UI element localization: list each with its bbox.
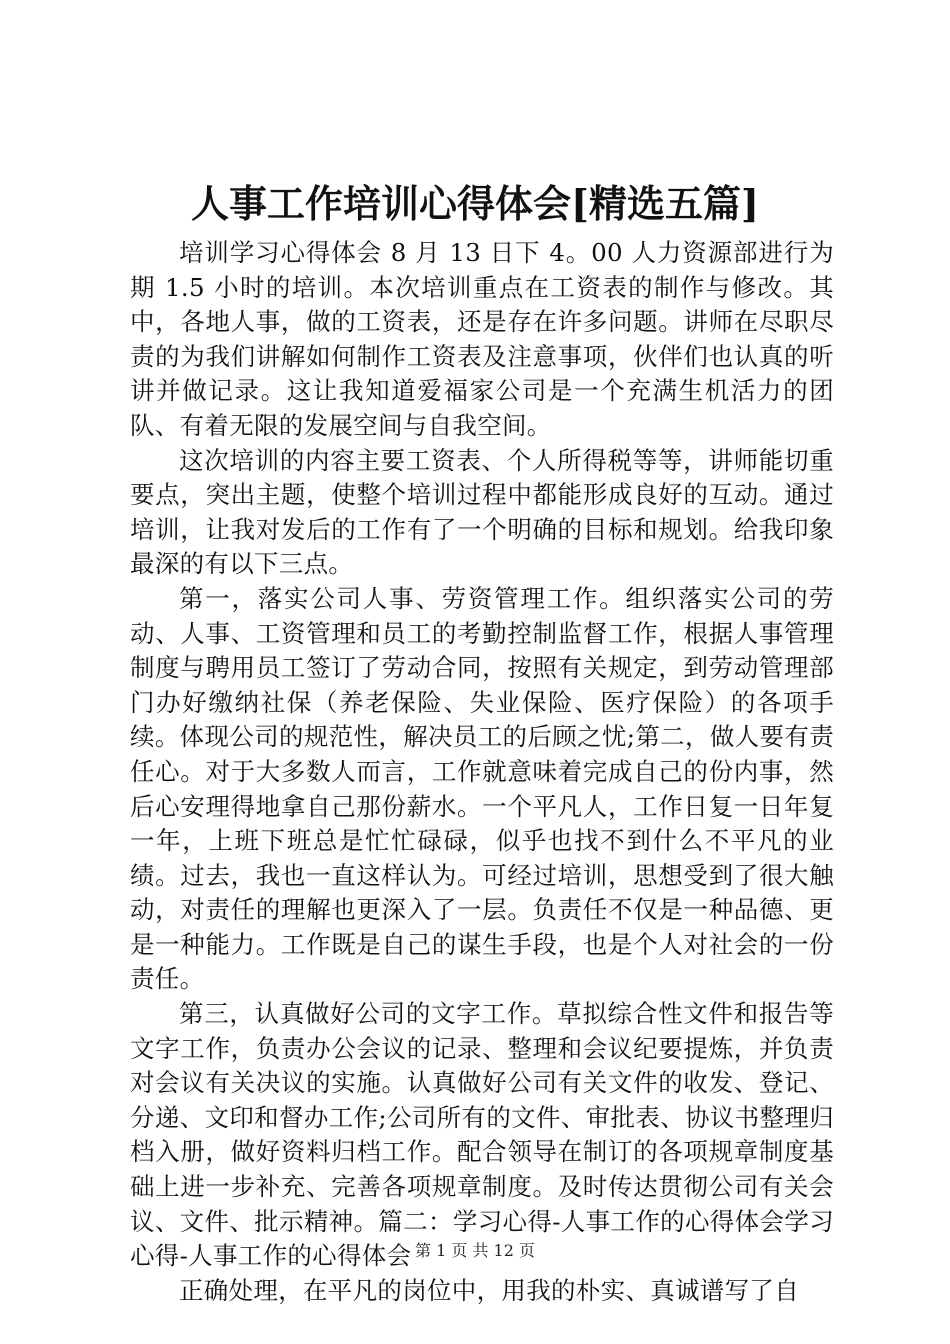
page-footer: 第 1 页 共 12 页: [415, 1241, 535, 1260]
paragraph-3: 第一，落实公司人事、劳资管理工作。组织落实公司的劳动、人事、工资管理和员工的考勤控制监督工作，根据人事管理制度与聘用员工签订了劳动合同，按照有关规定，到劳动管理部门办好缴纳社保（养老保险、失业保险、医疗保险）的各项手续。体现公司的规范性，解决员工的后顾之忧;第二，做人要有责任心。对于大多数人而言，工作就意味着完成自己的份内事，然后心安理得地拿自己那份薪水。一个平凡人，工作日复一日年复一年，上班下班总是忙忙碌碌，似乎也找不到什么不平凡的业绩。过去，我也一直这样认为。可经过培训，思想受到了很大触动，对责任的理解也更深入了一层。负责任不仅是一种品德、更是一种能力。工作既是自己的谋生手段，也是个人对社会的一份责任。: [130, 583, 834, 994]
paragraph-5: 正确处理，在平凡的岗位中，用我的朴实、真诚谱写了自: [179, 1275, 799, 1305]
paragraph-2: 这次培训的内容主要工资表、个人所得税等等，讲师能切重要点，突出主题，使整个培训过程中都能形成良好的互动。通过培训，让我对发后的工作有了一个明确的目标和规划。给我印象最深的有以下三点。: [130, 445, 834, 579]
paragraph-1: 培训学习心得体会 8 月 13 日下 4。00 人力资源部进行为期 1.5 小时的培训。本次培训重点在工资表的制作与修改。其中，各地人事，做的工资表，还是存在许多问题。讲师在尽职尽责的为我们讲解如何制作工资表及注意事项，伙伴们也认真的听讲并做记录。这让我知道爱福家公司是一个充满生机活力的团队、有着无限的发展空间与自我空间。: [130, 238, 834, 440]
paragraph-4: 第三，认真做好公司的文字工作。草拟综合性文件和报告等文字工作，负责办公会议的记录、整理和会议纪要提炼，并负责对会议有关决议的实施。认真做好公司有关文件的收发、登记、分递、文印和督办工作;公司所有的文件、审批表、协议书整理归档入册，做好资料归档工作。配合领导在制订的各项规章制度基础上进一步补充、完善各项规章制度。及时传达贯彻公司有关会议、文件、批示精神。篇二：学习心得-人事工作的心得体会学习心得-人事工作的心得体会: [130, 999, 834, 1271]
document-title: 人事工作培训心得体会[精选五篇]: [191, 181, 759, 226]
document-body: [130, 236, 834, 1308]
